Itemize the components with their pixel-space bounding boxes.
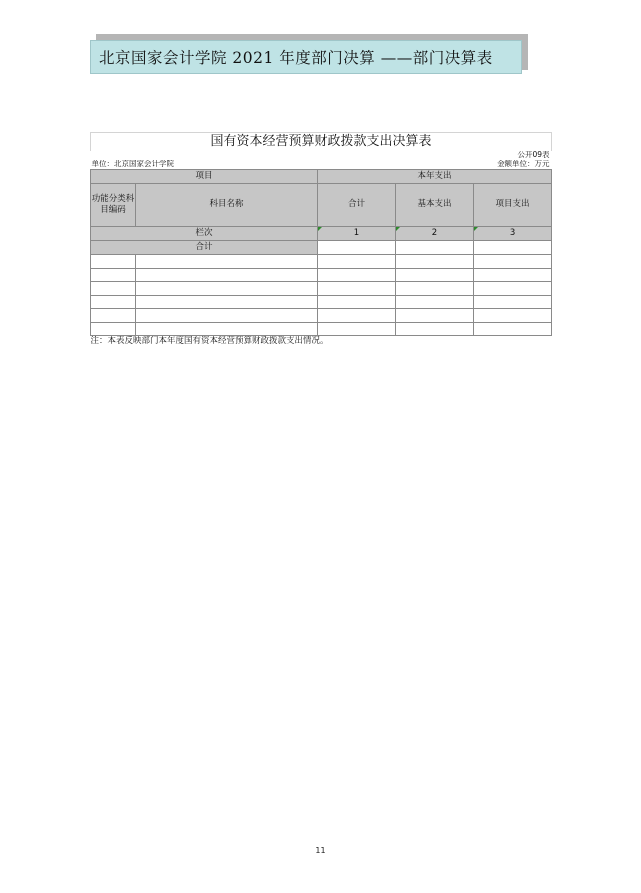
total-cell bbox=[396, 241, 474, 255]
header-project: 项目支出 bbox=[474, 184, 552, 227]
header-func-code: 功能分类科目编码 bbox=[91, 194, 135, 215]
table-row bbox=[91, 255, 552, 269]
table-title: 国有资本经营预算财政拨款支出决算表 bbox=[91, 133, 552, 152]
budget-table bbox=[90, 132, 552, 348]
budget-table-sheet bbox=[90, 132, 551, 348]
unit-label: 单位：北京国家会计学院 bbox=[91, 160, 174, 169]
header-basic: 基本支出 bbox=[396, 184, 474, 227]
banner-title: 北京国家会计学院 2021 年度部门决算 ——部门决算表 bbox=[99, 49, 493, 67]
header-item: 项目 bbox=[91, 170, 318, 184]
header-subject-name: 科目名称 bbox=[136, 184, 318, 227]
table-row bbox=[91, 282, 552, 296]
header-total: 合计 bbox=[318, 184, 396, 227]
total-cell bbox=[318, 241, 396, 255]
table-code: 公开09表 bbox=[517, 151, 550, 160]
table-note: 注：本表反映部门本年度国有资本经营预算财政拨款支出情况。 bbox=[90, 336, 329, 347]
table-row bbox=[91, 295, 552, 309]
page-banner bbox=[90, 40, 522, 74]
row-label-cell: 栏次 bbox=[91, 227, 318, 241]
col-number-1: 1 bbox=[318, 227, 396, 241]
table-row bbox=[91, 268, 552, 282]
total-cell bbox=[474, 241, 552, 255]
col-number-2: 2 bbox=[396, 227, 474, 241]
table-row bbox=[91, 322, 552, 336]
total-row-label: 合计 bbox=[91, 241, 318, 255]
col-number-3: 3 bbox=[474, 227, 552, 241]
page-number: 11 bbox=[315, 846, 326, 855]
header-year-expense: 本年支出 bbox=[318, 170, 552, 184]
money-unit: 金额单位：万元 bbox=[497, 160, 550, 169]
table-row bbox=[91, 309, 552, 323]
